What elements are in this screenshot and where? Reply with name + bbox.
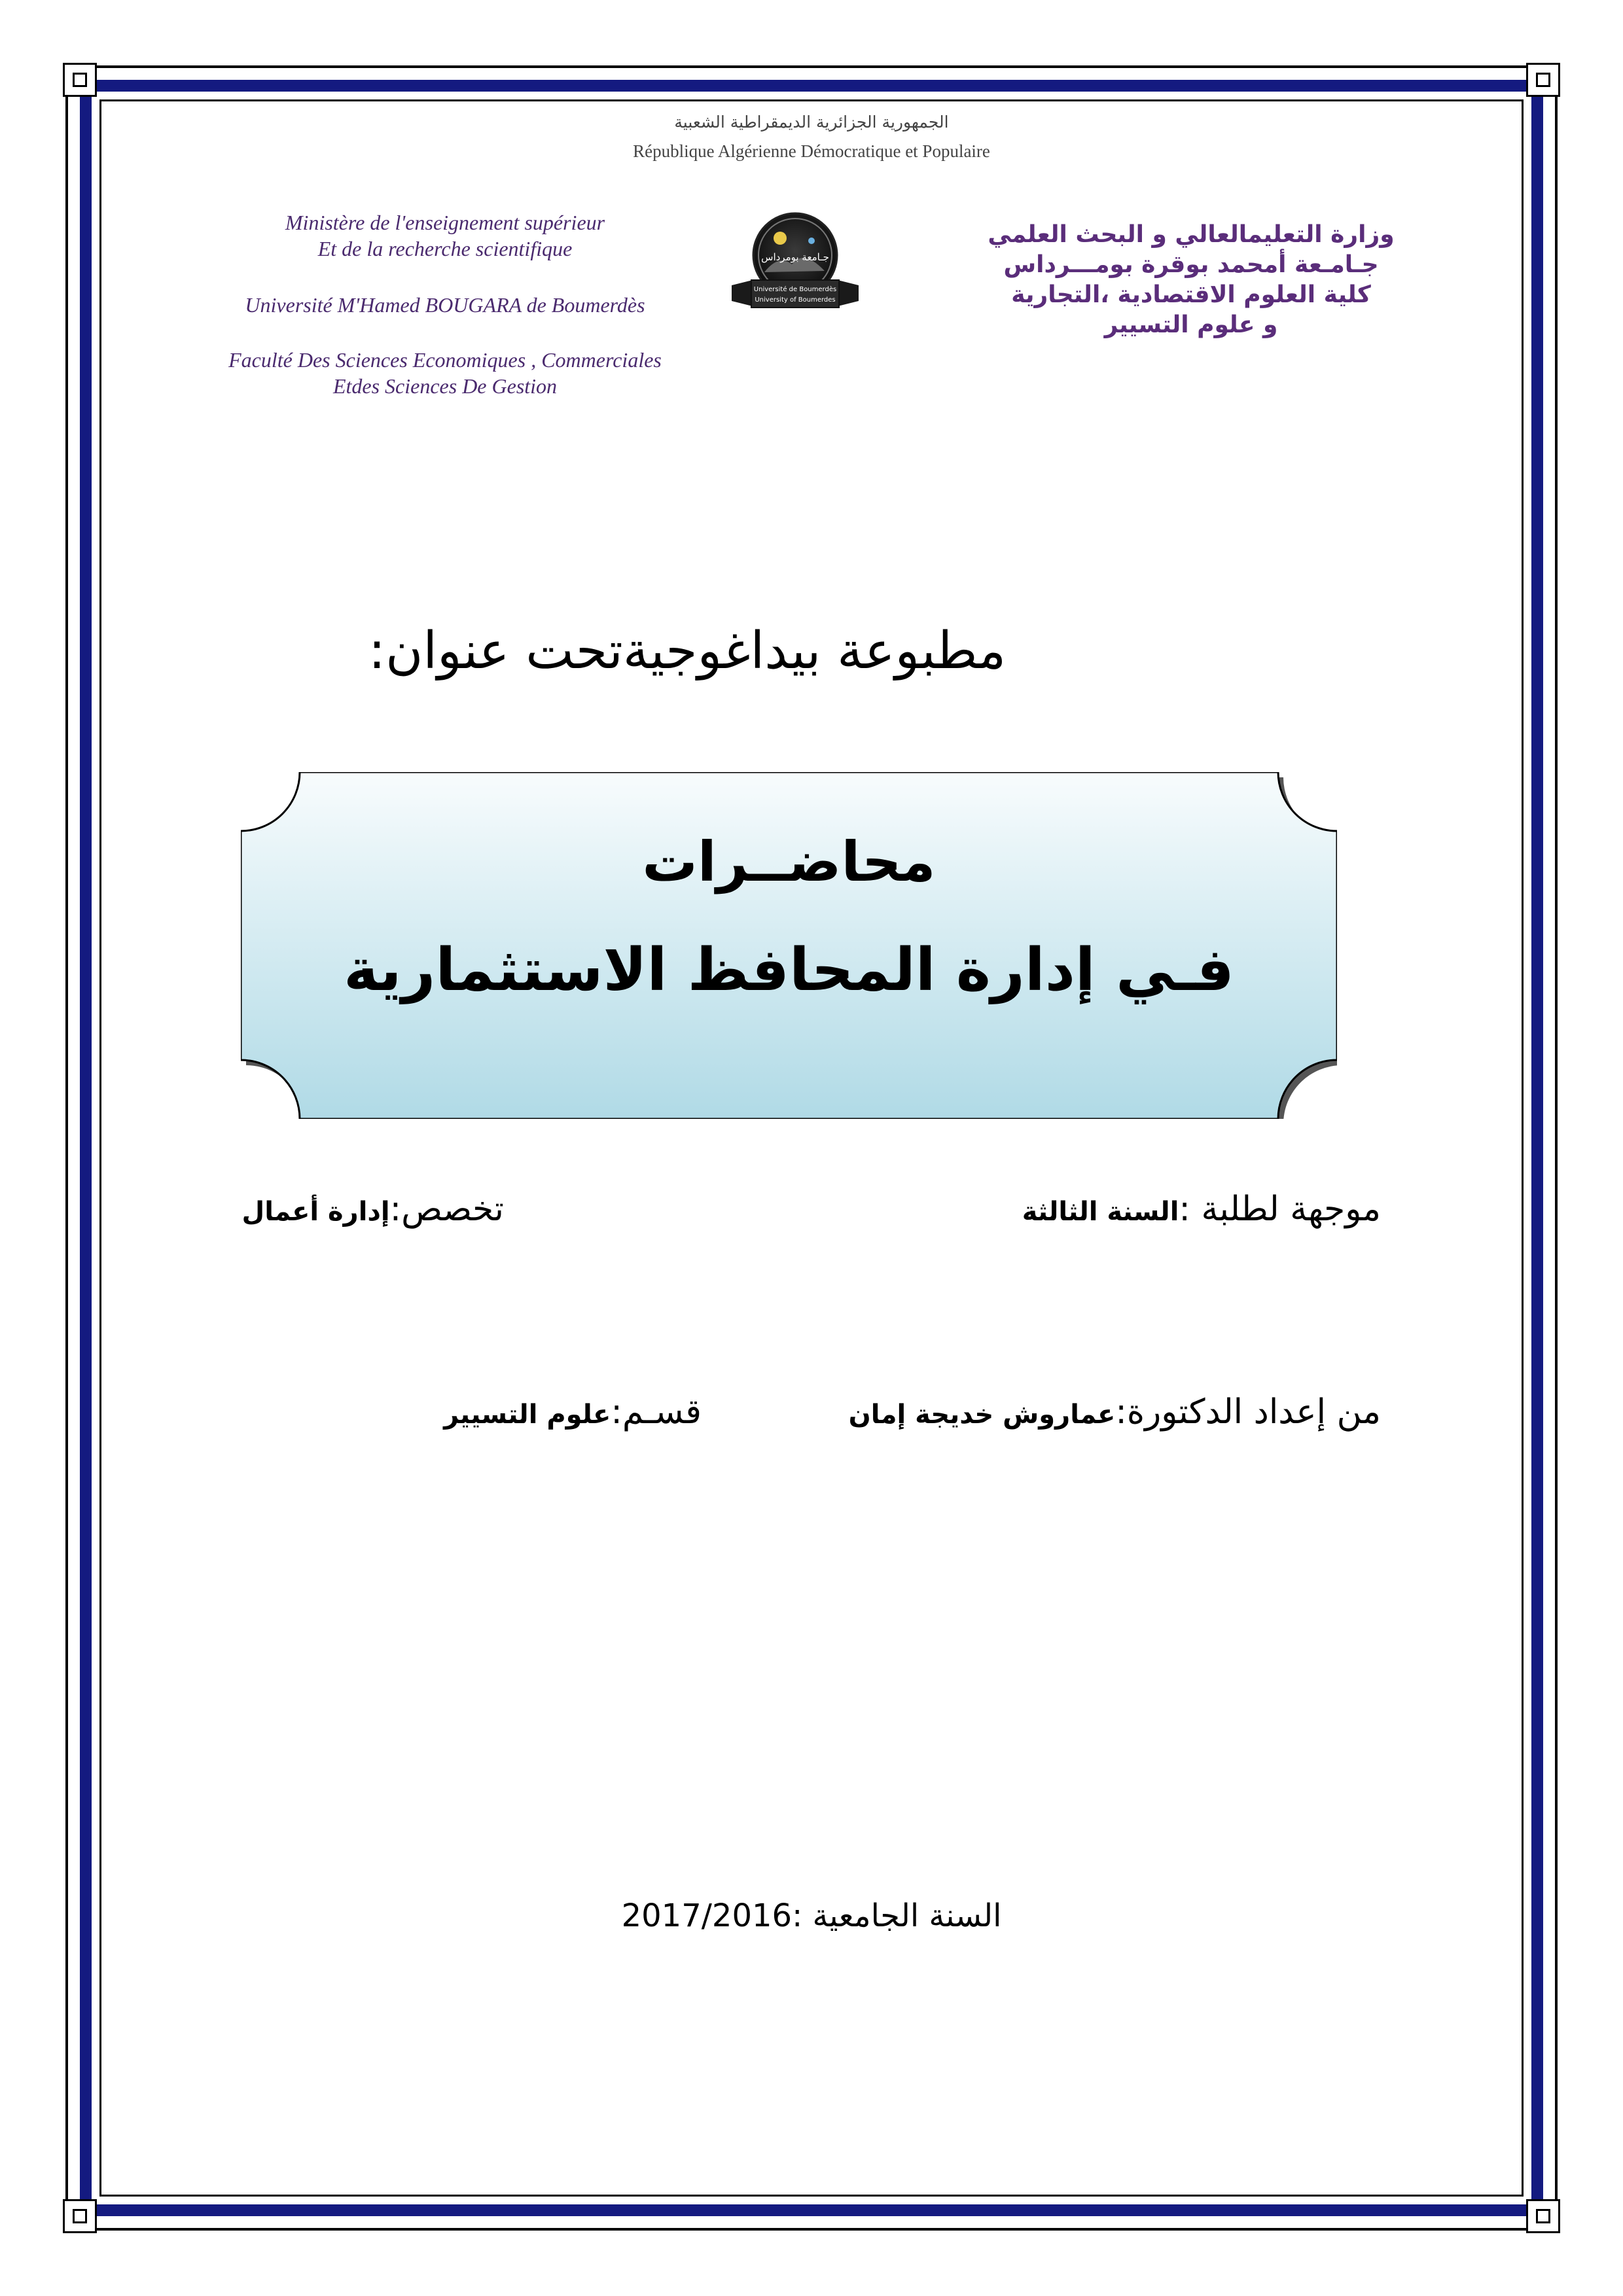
faculty-line-1: Faculté Des Sciences Economiques , Commerciales	[228, 348, 662, 372]
specialty-value: إدارة أعمال	[241, 1197, 390, 1227]
republic-name-arabic: الجمهورية الجزائرية الديمقراطية الشعبية	[674, 113, 949, 132]
specialty-label: تخصص:	[389, 1190, 504, 1229]
faculty-name-arabic-cont: و علوم التسيير	[1104, 311, 1278, 338]
document-title-line-2: فـي إدارة المحافظ الاستثمارية	[344, 936, 1234, 1004]
page-border-inner	[99, 99, 1524, 2197]
faculty-name-french	[196, 347, 694, 399]
institution-block-arabic	[962, 220, 1420, 340]
university-seal-icon	[726, 208, 864, 326]
corner-ornament-top-left	[63, 63, 97, 97]
corner-ornament-bottom-right	[1526, 2199, 1560, 2233]
academic-year: السنة الجامعية :2017/2016	[621, 1898, 1002, 1934]
university-name-french: Université M'Hamed BOUGARA de Boumerdès	[245, 293, 645, 317]
target-audience	[1022, 1190, 1381, 1229]
specialty	[242, 1190, 504, 1229]
faculty-name-arabic: كلية العلوم الاقتصادية ،التجارية	[1011, 281, 1371, 308]
seal-french-text: Université de Boumerdès	[753, 286, 837, 293]
author-name: عماروش خديجة إمان	[848, 1400, 1116, 1430]
university-name-arabic: جـامـعة أمحمد بوقرة بومـــرداس	[1003, 251, 1379, 278]
document-title-line-1: محاضــرات	[642, 830, 936, 894]
ministry-line-1: Ministère de l'enseignement supérieur	[285, 211, 605, 234]
department-label: قسـم:	[611, 1392, 702, 1432]
republic-name-french: République Algérienne Démocratique et Populaire	[633, 141, 990, 161]
corner-ornament-bottom-left	[63, 2199, 97, 2233]
ministry-name-arabic: وزارة التعليمالعالي و البحث العلمي	[988, 221, 1395, 248]
faculty-line-2: Etdes Sciences De Gestion	[332, 374, 558, 398]
seal-arabic-text: جـامعة بومرداس	[761, 251, 829, 263]
seal-english-text: University of Boumerdes	[755, 296, 836, 304]
audience-value: السنة الثالثة	[1022, 1197, 1179, 1227]
ministry-line-2: Et de la recherche scientifique	[317, 237, 573, 260]
ministry-name-french	[196, 209, 694, 262]
author	[849, 1392, 1381, 1432]
document-subtitle: مطبوعة بيداغوجيةتحت عنوان:	[368, 622, 1007, 680]
department-value: علوم التسيير	[444, 1400, 611, 1430]
author-label: من إعداد الدكتورة:	[1115, 1392, 1381, 1432]
audience-label: موجهة لطلبة :	[1179, 1190, 1381, 1229]
corner-ornament-top-right	[1526, 63, 1560, 97]
department	[444, 1392, 702, 1432]
